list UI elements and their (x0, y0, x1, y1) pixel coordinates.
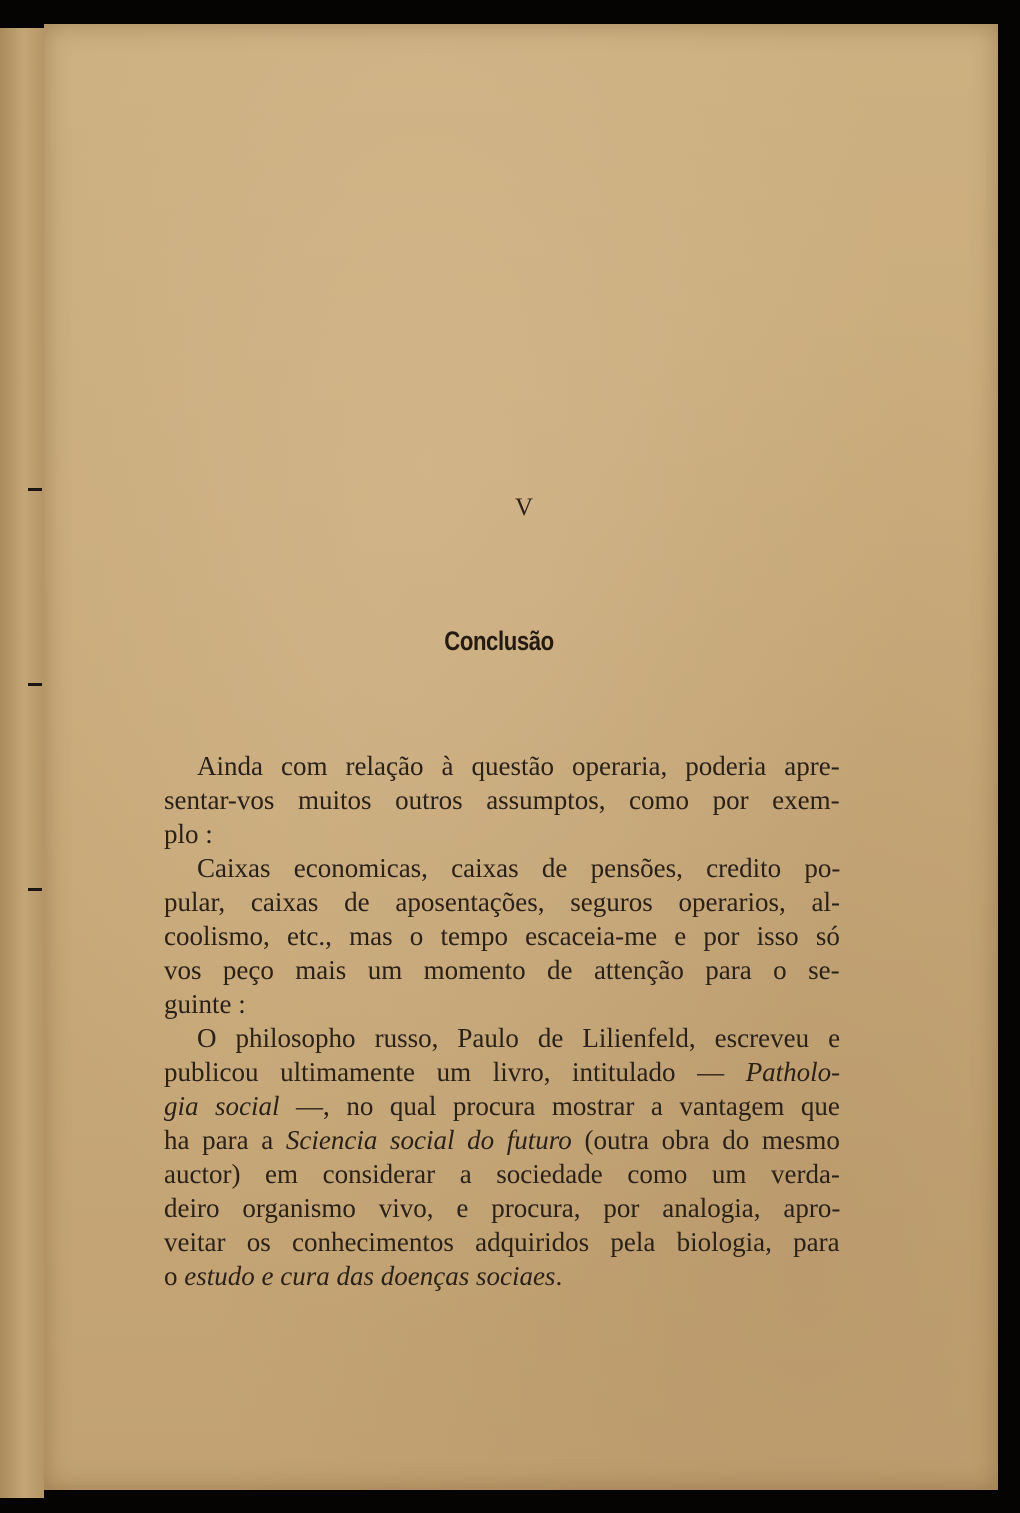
text-segment: auctor) em considerar a sociedade como um verda- (164, 1159, 840, 1189)
text-segment: o (164, 1261, 185, 1291)
body-text (164, 749, 840, 1293)
binding-edge (0, 28, 44, 1498)
text-segment: plo : (164, 819, 213, 849)
binding-mark (28, 488, 42, 491)
chapter-title: Conclusão (444, 626, 554, 656)
text-segment: sentar-vos muitos outros assumptos, como por exem- (164, 785, 840, 815)
text-segment: publicou ultimamente um livro, intitulado — (164, 1057, 746, 1087)
text-line (164, 817, 840, 851)
text-segment: O philosopho russo, Paulo de Lilienfeld, escreveu e (197, 1023, 841, 1053)
text-segment: Caixas economicas, caixas de pensões, credito po- (197, 853, 841, 883)
text-segment: deiro organismo vivo, e procura, por analogia, apro- (164, 1193, 841, 1223)
text-segment: veitar os conhecimentos adquiridos pela biologia, para (164, 1227, 840, 1257)
text-line (164, 1123, 840, 1157)
text-line (164, 1157, 840, 1191)
chapter-number: V (514, 494, 534, 521)
paragraph (164, 749, 840, 851)
text-line (164, 1259, 840, 1293)
text-segment: Ainda com relação à questão operaria, poderia apre- (197, 751, 840, 781)
text-segment: —, no qual procura mostrar a vantagem que (279, 1091, 840, 1121)
book-page (44, 24, 998, 1490)
text-line (164, 1225, 840, 1259)
text-line (164, 1021, 840, 1055)
text-line (164, 1089, 840, 1123)
text-line (164, 749, 840, 783)
paragraph (164, 1021, 840, 1293)
text-line (164, 1055, 840, 1089)
text-line (164, 1191, 840, 1225)
italic-text: Sciencia social do futuro (285, 1125, 572, 1155)
text-segment: (outra obra do mesmo (571, 1125, 840, 1155)
text-line (164, 919, 840, 953)
text-segment: guinte : (164, 989, 246, 1019)
text-line (164, 987, 840, 1021)
binding-mark (28, 683, 42, 686)
paragraph (164, 851, 840, 1021)
text-segment: coolismo, etc., mas o tempo escaceia-me e por isso só (164, 921, 840, 951)
binding-mark (28, 888, 42, 891)
text-line (164, 953, 840, 987)
text-segment: . (555, 1261, 563, 1291)
text-segment: vos peço mais um momento de attenção para o se- (164, 955, 840, 985)
text-segment: pular, caixas de aposentações, seguros operarios, al- (164, 887, 840, 917)
italic-text: estudo e cura das doenças sociaes (184, 1261, 556, 1291)
italic-text: Patholo- (745, 1057, 841, 1087)
text-line (164, 885, 840, 919)
text-line (164, 783, 840, 817)
text-line (164, 851, 840, 885)
italic-text: gia social (164, 1091, 280, 1121)
text-segment: ha para a (164, 1125, 286, 1155)
